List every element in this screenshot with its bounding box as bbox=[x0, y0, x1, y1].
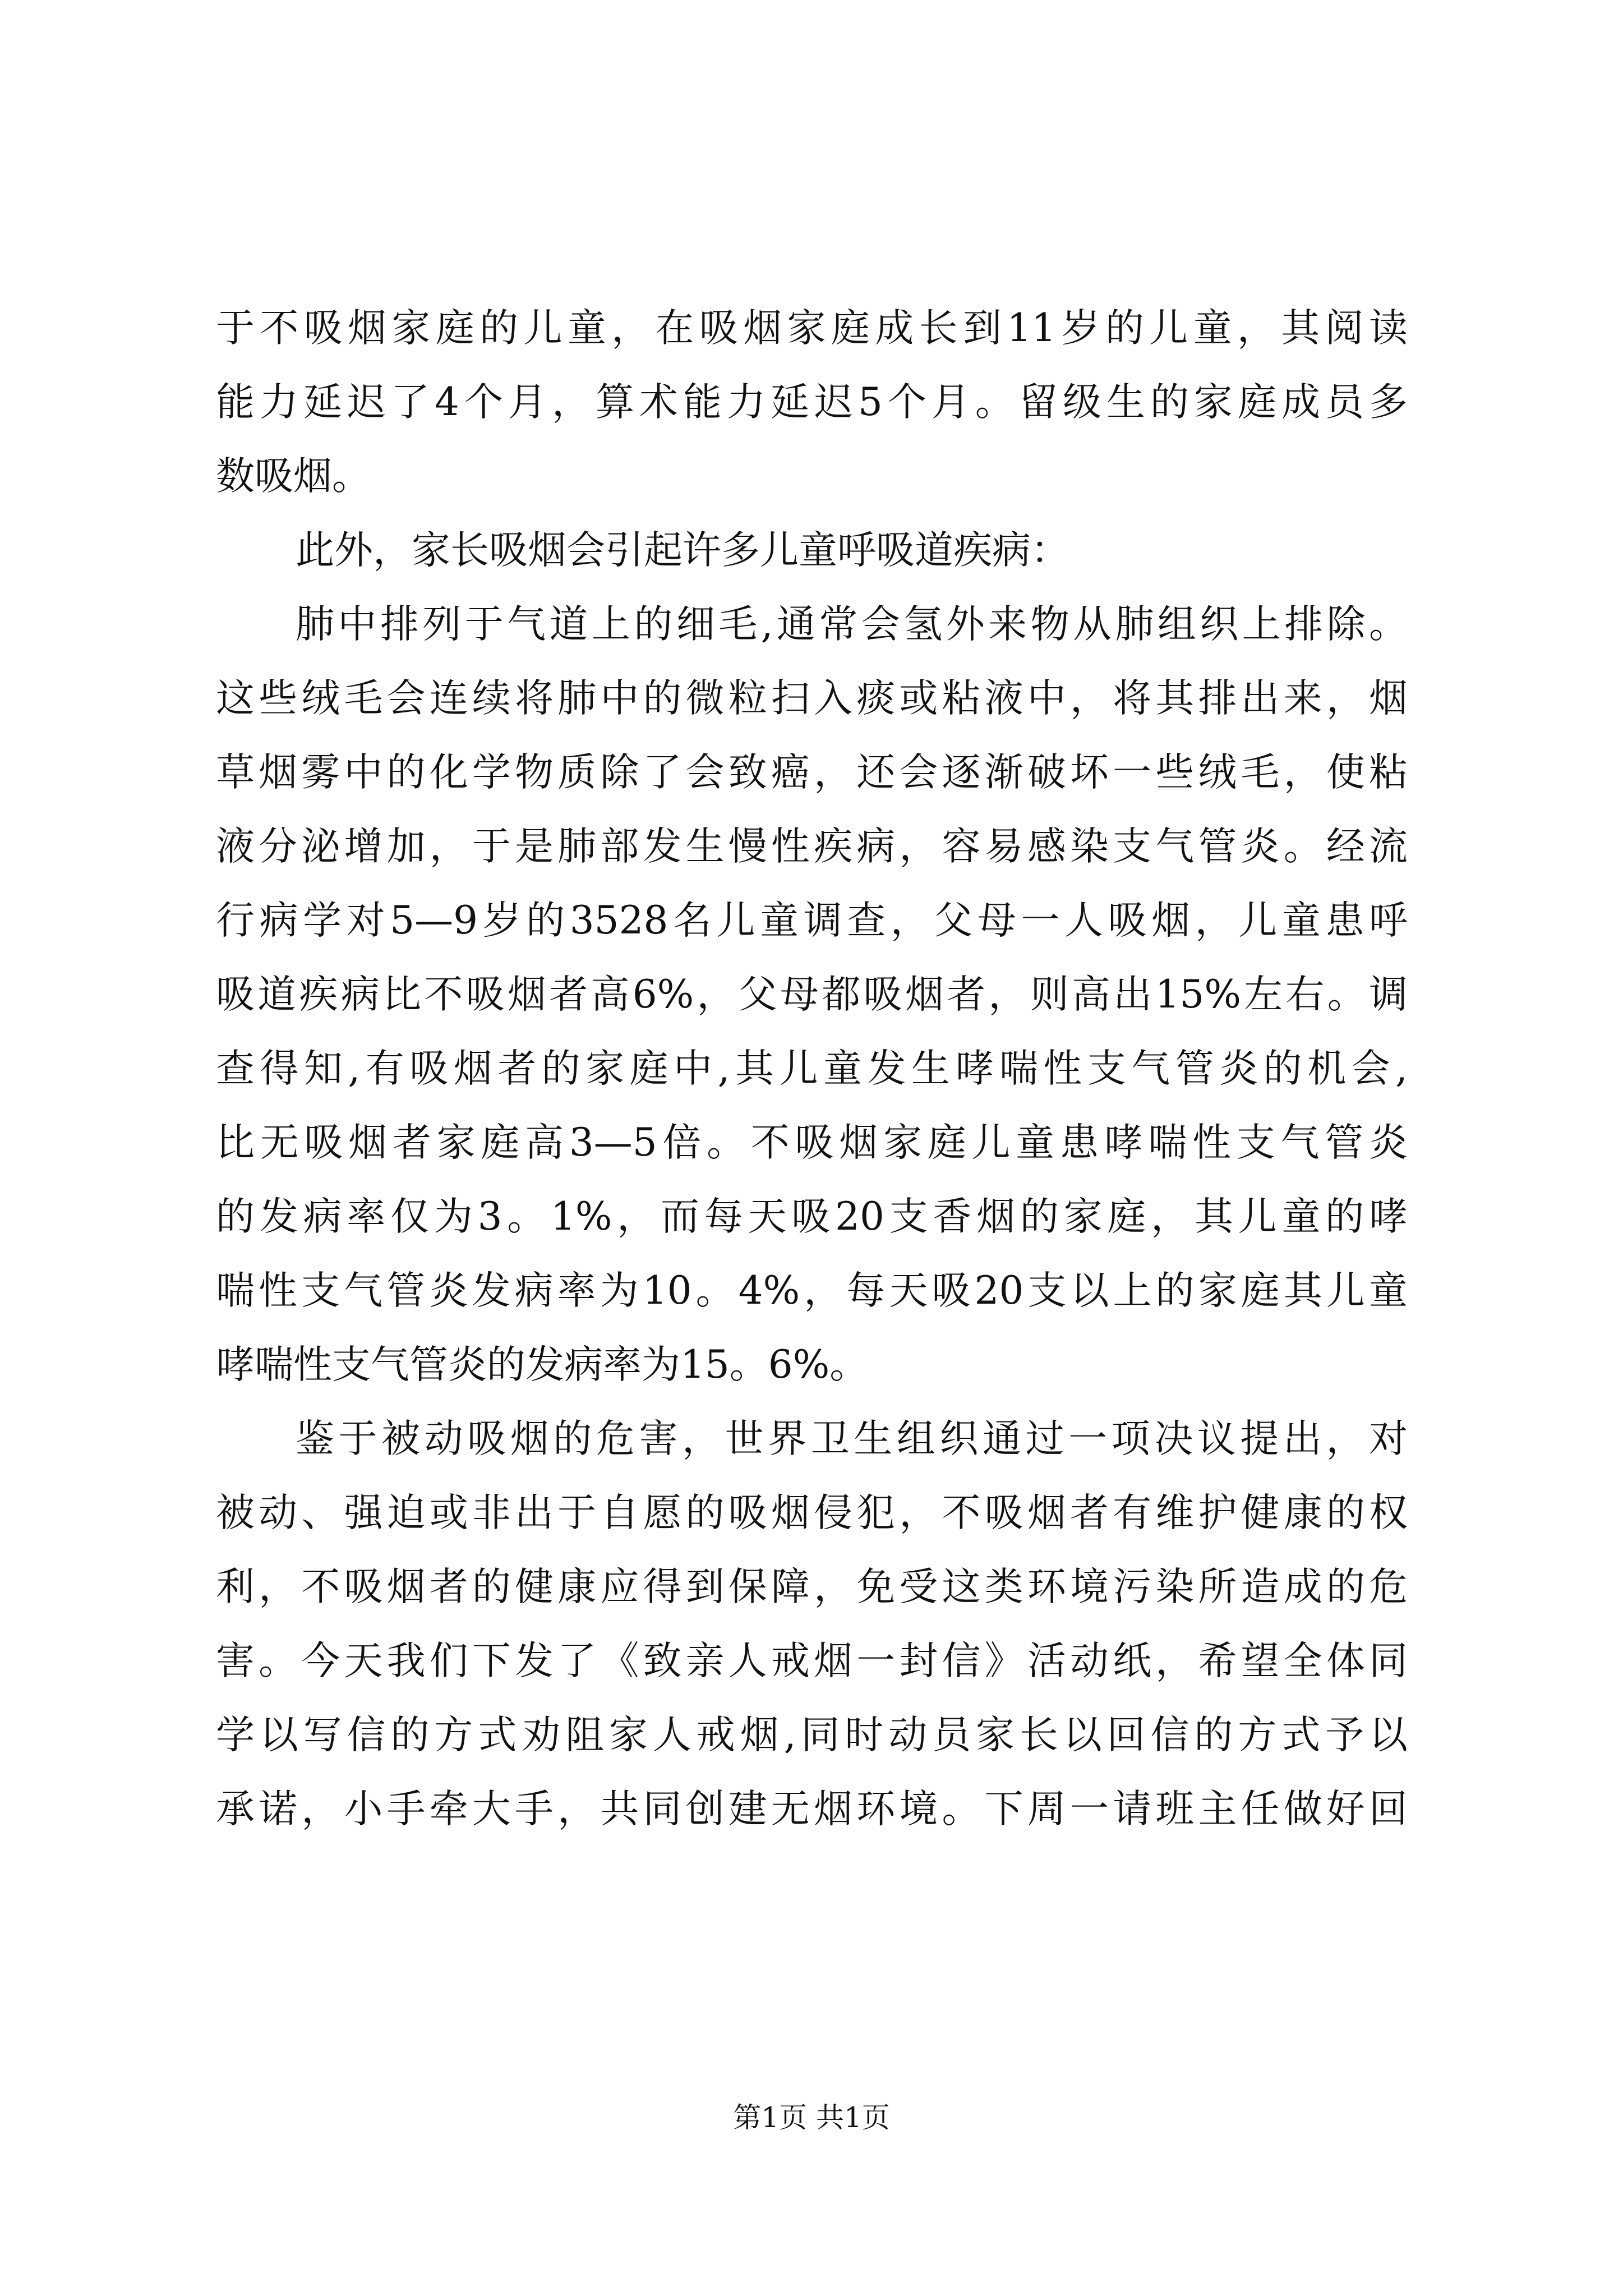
text-line: 这些绒毛会连续将肺中的微粒扫入痰或粘液中，将其排出来，烟 bbox=[216, 676, 1408, 721]
page-number: 第1页 共1页 bbox=[733, 2101, 890, 2134]
paragraph-first-line: 鉴于被动吸烟的危害，世界卫生组织通过一项决议提出，对 bbox=[296, 1416, 1408, 1461]
text-line: 喘性支气管炎发病率为10。4%，每天吸20支以上的家庭其儿童 bbox=[216, 1268, 1408, 1313]
text-line: 吸道疾病比不吸烟者高6%，父母都吸烟者，则高出15%左右。调 bbox=[216, 972, 1408, 1017]
text-line: 比无吸烟者家庭高3—5倍。不吸烟家庭儿童患哮喘性支气管炎 bbox=[216, 1120, 1408, 1165]
text-line: 哮喘性支气管炎的发病率为15。6%。 bbox=[216, 1342, 869, 1387]
text-line: 行病学对5—9岁的3528名儿童调查，父母一人吸烟，儿童患呼 bbox=[216, 898, 1408, 943]
text-line: 承诺，小手牵大手，共同创建无烟环境。下周一请班主任做好回 bbox=[216, 1787, 1408, 1832]
text-line: 数吸烟。 bbox=[216, 454, 371, 499]
text-line: 学以写信的方式劝阻家人戒烟,同时动员家长以回信的方式予以 bbox=[216, 1713, 1408, 1757]
text-line: 于不吸烟家庭的儿童，在吸烟家庭成长到11岁的儿童，其阅读 bbox=[216, 306, 1408, 351]
paragraph-first-line: 肺中排列于气道上的细毛,通常会氢外来物从肺组织上排除。 bbox=[296, 602, 1408, 647]
text-line: 利，不吸烟者的健康应得到保障，免受这类环境污染所造成的危 bbox=[216, 1565, 1408, 1609]
text-line: 害。今天我们下发了《致亲人戒烟一封信》活动纸，希望全体同 bbox=[216, 1639, 1408, 1683]
text-line: 能力延迟了4个月，算术能力延迟5个月。留级生的家庭成员多 bbox=[216, 380, 1408, 425]
paragraph-first-line: 此外，家长吸烟会引起许多儿童呼吸道疾病： bbox=[296, 528, 1069, 573]
text-line: 被动、强迫或非出于自愿的吸烟侵犯，不吸烟者有维护健康的权 bbox=[216, 1490, 1408, 1535]
text-line: 的发病率仅为3。1%，而每天吸20支香烟的家庭，其儿童的哮 bbox=[216, 1194, 1408, 1239]
text-line: 查得知,有吸烟者的家庭中,其儿童发生哮喘性支气管炎的机会, bbox=[216, 1046, 1408, 1091]
text-line: 液分泌增加，于是肺部发生慢性疾病，容易感染支气管炎。经流 bbox=[216, 824, 1408, 869]
text-line: 草烟雾中的化学物质除了会致癌，还会逐渐破坏一些绒毛，使粘 bbox=[216, 750, 1408, 795]
